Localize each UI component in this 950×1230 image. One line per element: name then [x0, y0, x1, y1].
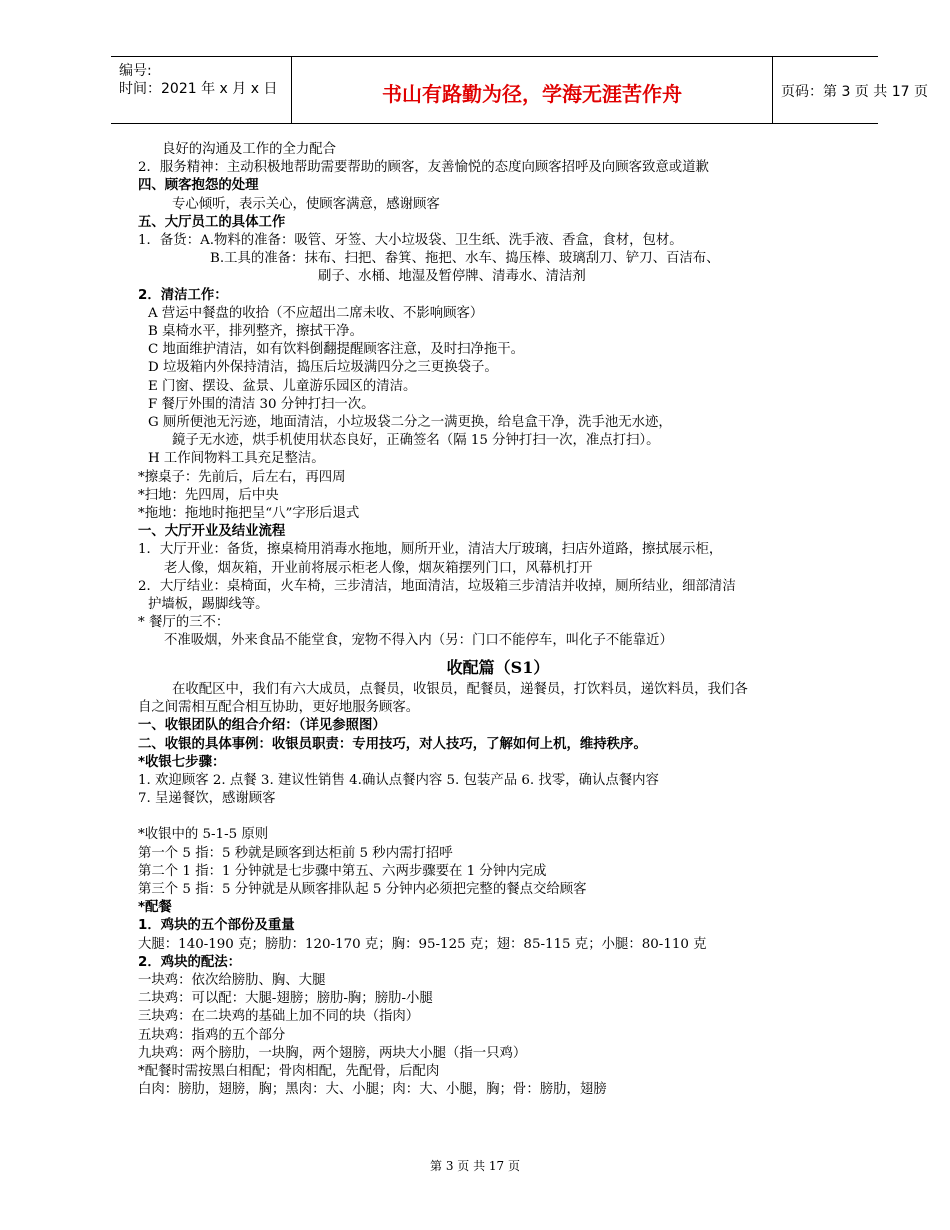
text-line: * 餐厅的三不：	[138, 615, 230, 631]
list-item-continued: 鏡子无水迹，烘手机使用状态良好，正确签名（隔 15 分钟打扫一次，准点打扫）。	[172, 433, 660, 449]
text-line: 1. 欢迎顾客 2. 点餐 3. 建议性销售 4.确认点餐内容 5. 包装产品 6. 找零，确认点餐内容	[138, 772, 659, 788]
header-page-cell	[773, 57, 928, 123]
page-label: 页码：第 3 页 共 17 页	[781, 84, 928, 100]
text-line: 专心倾听，表示关心，使顾客满意，感谢顾客	[172, 196, 440, 212]
text-line: 刷子、水桶、地湿及暂停牌、清毒水、清洁剂	[318, 269, 586, 285]
text-line: 九块鸡：两个膀肋，一块胸，两个翅膀，两块大小腿（指一只鸡）	[138, 1045, 527, 1061]
number-label: 编号:	[119, 63, 152, 79]
list-item: B 桌椅水平，排列整齐，擦拭干净。	[148, 324, 363, 340]
text-line: 大腿：140-190 克；膀肋：120-170 克；胸：95-125 克；翅：85-115 克；小腿：80-110 克	[138, 936, 707, 952]
page-footer: 第 3 页 共 17 页	[430, 1159, 520, 1173]
section-heading: 五、大厅员工的具体工作	[138, 214, 286, 230]
text-line: *收银中的 5-1-5 原则	[138, 827, 269, 843]
tip-line: *擦桌子：先前后，后左右，再四周	[138, 469, 346, 485]
page-header	[111, 56, 928, 124]
subsection-heading: 2．鸡块的配法：	[138, 954, 242, 970]
list-item: H 工作间物料工具充足整洁。	[148, 451, 325, 467]
motto: 书山有路勤为径，学海无涯苦作舟	[382, 82, 682, 106]
text-line: 老人像，烟灰箱，开业前将展示柜老人像，烟灰箱摆列门口，风幕机打开	[164, 560, 593, 576]
text-line: 第二个 1 指：1 分钟就是七步骤中第五、六两步骤要在 1 分钟内完成	[138, 863, 547, 879]
text-line: 白肉：膀肋，翅膀，胸；黑肉：大、小腿；肉：大、小腿，胸；骨：膀肋，翅膀	[138, 1082, 607, 1098]
tip-line: *拖地：拖地时拖把呈“八”字形后退式	[138, 506, 360, 522]
time-label: 时间：2021 年 x 月 x 日	[119, 81, 278, 97]
text-line: 第一个 5 指：5 秒就是顾客到达柜前 5 秒内需打招呼	[138, 845, 453, 861]
subsection-heading: *配餐	[138, 900, 172, 916]
text-line: 良好的沟通及工作的全力配合	[162, 142, 337, 157]
text-line: 自之间需相互配合相互协助，更好地服务顾客。	[138, 700, 420, 716]
text-line: 2．服务精神：主动积极地帮助需要帮助的顾客，友善愉悦的态度向顾客招呼及向顾客致意或道歉	[138, 160, 709, 176]
text-line: 三块鸡：在二块鸡的基础上加不同的块（指肉）	[138, 1009, 420, 1025]
list-item: A 营运中餐盘的收拾（不应超出二席未收、不影响顾客）	[148, 305, 484, 321]
text-line: 在收配区中，我们有六大成员，点餐员，收银员，配餐员，递餐员，打饮料员，递饮料员，我们各	[172, 681, 748, 697]
text-line: 护墙板，踢脚线等。	[148, 597, 269, 613]
section-heading: 一、收银团队的组合介绍：（详见参照图）	[138, 718, 386, 734]
header-motto-cell	[292, 57, 773, 123]
text-line: 7. 呈递餐饮，感谢顾客	[138, 791, 276, 807]
header-meta-cell	[111, 57, 292, 123]
chapter-title: 收配篇（S1）	[446, 657, 550, 677]
section-heading: 一、大厅开业及结业流程	[138, 524, 286, 540]
section-heading: 二、收银的具体事例：收银员职责：专用技巧，对人技巧，了解如何上机，维持秩序。	[138, 736, 647, 752]
text-line: 1．大厅开业：备货，擦桌椅用消毒水拖地，厕所开业，清洁大厅玻璃，扫店外道路，擦拭展示柜，	[138, 542, 723, 558]
text-line: 一块鸡：依次给膀肋、胸、大腿	[138, 972, 326, 988]
list-item: E 门窗、摆设、盆景、儿童游乐园区的清洁。	[148, 378, 417, 394]
list-item: F 餐厅外围的清洁 30 分钟打扫一次。	[148, 396, 375, 412]
text-line: 不准吸烟，外来食品不能堂食，宠物不得入内（另：门口不能停车，叫化子不能靠近）	[164, 633, 673, 649]
text-line: 第三个 5 指：5 分钟就是从顾客排队起 5 分钟内必须把完整的餐点交给顾客	[138, 881, 587, 897]
subsection-heading: 1．鸡块的五个部份及重量	[138, 918, 295, 934]
subsection-heading: *收银七步骤：	[138, 754, 226, 770]
list-item: D 垃圾箱内外保持清洁，捣压后垃圾满四分之三更换袋子。	[148, 360, 498, 376]
text-line: *配餐时需按黑白相配；骨肉相配，先配骨，后配肉	[138, 1063, 440, 1079]
list-item: C 地面维护清洁，如有饮料倒翻提醒顾客注意，及时扫净拖干。	[148, 342, 525, 358]
list-item: G 厕所便池无污迹，地面清洁，小垃圾袋二分之一满更换，给皂盒干净，洗手池无水迹，	[148, 415, 672, 431]
text-line: 2．大厅结业：桌椅面，火车椅，三步清洁，地面清洁，垃圾箱三步清洁并收掉，厕所结业，细部清洁	[138, 578, 736, 594]
text-line: 二块鸡：可以配：大腿-翅膀；膀肋-胸；膀肋-小腿	[138, 991, 433, 1007]
text-line: 五块鸡：指鸡的五个部分	[138, 1027, 286, 1043]
subsection-heading: 2．清洁工作：	[138, 287, 228, 303]
text-line: 1．备货：A.物料的准备：吸管、牙签、大小垃圾袋、卫生纸、洗手液、香盒，食材，包材。	[138, 233, 683, 249]
tip-line: *扫地：先四周，后中央	[138, 487, 279, 503]
text-line: B.工具的准备：抹布、扫把、畚箕、拖把、水车、捣压棒、玻璃刮刀、铲刀、百洁布、	[210, 251, 720, 267]
spacer	[138, 808, 858, 826]
section-heading: 四、顾客抱怨的处理	[138, 178, 259, 194]
document-body	[138, 141, 858, 1099]
